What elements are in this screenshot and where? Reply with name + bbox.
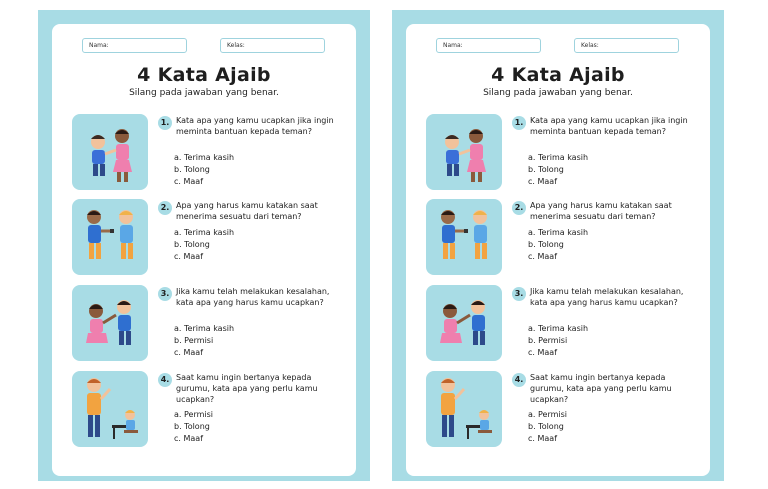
question-4 [72,371,342,451]
question-1 [72,114,342,194]
question-number: 4. [158,373,172,387]
answer-options [174,152,334,188]
question-text: Jika kamu telah melakukan kesalahan, kata apa yang harus kamu ucapkan? [530,287,684,307]
kid-asking-teacher-illustration [72,371,148,447]
question-number: 3. [158,287,172,301]
option-a[interactable]: a. Terima kasih [174,228,235,237]
option-c[interactable]: c. Maaf [174,252,204,261]
name-field[interactable]: Nama: [82,38,187,53]
option-c[interactable]: c. Maaf [528,177,558,186]
option-b[interactable]: b. Tolong [174,240,210,249]
class-field[interactable]: Kelas: [220,38,325,53]
option-a[interactable]: a. Terima kasih [174,324,235,333]
answer-options [528,227,688,263]
kids-receiving-illustration [426,199,502,275]
kids-receiving-illustration [72,199,148,275]
option-b[interactable]: b. Permisi [174,336,214,345]
option-a[interactable]: a. Terima kasih [528,324,589,333]
question-number: 3. [512,287,526,301]
question-number: 4. [512,373,526,387]
answer-options [174,323,334,359]
worksheet-title: 4 Kata Ajaib [491,64,625,86]
option-b[interactable]: b. Tolong [528,240,564,249]
answer-options [528,152,688,188]
question-2 [72,199,342,279]
option-b[interactable]: b. Tolong [528,422,564,431]
question-text: Kata apa yang kamu ucapkan jika ingin meminta bantuan kepada teman? [530,116,688,136]
option-c[interactable]: c. Maaf [174,434,204,443]
question-text: Apa yang harus kamu katakan saat menerima sesuatu dari teman? [176,201,318,221]
option-c[interactable]: c. Maaf [528,434,558,443]
option-a[interactable]: a. Permisi [174,410,214,419]
answer-options [174,409,334,445]
question-number: 1. [512,116,526,130]
question-number: 2. [158,201,172,215]
question-number: 2. [512,201,526,215]
kids-helping-illustration [72,114,148,190]
option-c[interactable]: c. Maaf [528,348,558,357]
option-a[interactable]: a. Terima kasih [528,153,589,162]
worksheet-subtitle: Silang pada jawaban yang benar. [483,88,633,98]
kids-apologizing-illustration [72,285,148,361]
question-2 [426,199,696,279]
question-3 [426,285,696,365]
worksheet-left [38,10,370,481]
option-a[interactable]: a. Terima kasih [174,153,235,162]
kids-helping-illustration [426,114,502,190]
worksheet-title: 4 Kata Ajaib [137,64,271,86]
option-c[interactable]: c. Maaf [174,348,204,357]
answer-options [528,409,688,445]
option-b[interactable]: b. Tolong [174,422,210,431]
option-c[interactable]: c. Maaf [174,177,204,186]
worksheet-card [406,24,710,476]
option-b[interactable]: b. Permisi [528,336,568,345]
class-field[interactable]: Kelas: [574,38,679,53]
option-a[interactable]: a. Terima kasih [528,228,589,237]
question-number: 1. [158,116,172,130]
question-text: Kata apa yang kamu ucapkan jika ingin meminta bantuan kepada teman? [176,116,334,136]
worksheet-subtitle: Silang pada jawaban yang benar. [129,88,279,98]
question-1 [426,114,696,194]
option-b[interactable]: b. Tolong [528,165,564,174]
option-c[interactable]: c. Maaf [528,252,558,261]
question-text: Apa yang harus kamu katakan saat menerima sesuatu dari teman? [530,201,672,221]
question-3 [72,285,342,365]
question-text: Saat kamu ingin bertanya kepada gurumu, kata apa yang perlu kamu ucapkan? [530,373,672,404]
option-a[interactable]: a. Permisi [528,410,568,419]
question-4 [426,371,696,451]
question-text: Saat kamu ingin bertanya kepada gurumu, kata apa yang perlu kamu ucapkan? [176,373,318,404]
kid-asking-teacher-illustration [426,371,502,447]
answer-options [528,323,688,359]
answer-options [174,227,334,263]
worksheet-card [52,24,356,476]
question-text: Jika kamu telah melakukan kesalahan, kata apa yang harus kamu ucapkan? [176,287,330,307]
option-b[interactable]: b. Tolong [174,165,210,174]
kids-apologizing-illustration [426,285,502,361]
name-field[interactable]: Nama: [436,38,541,53]
worksheet-right [392,10,724,481]
